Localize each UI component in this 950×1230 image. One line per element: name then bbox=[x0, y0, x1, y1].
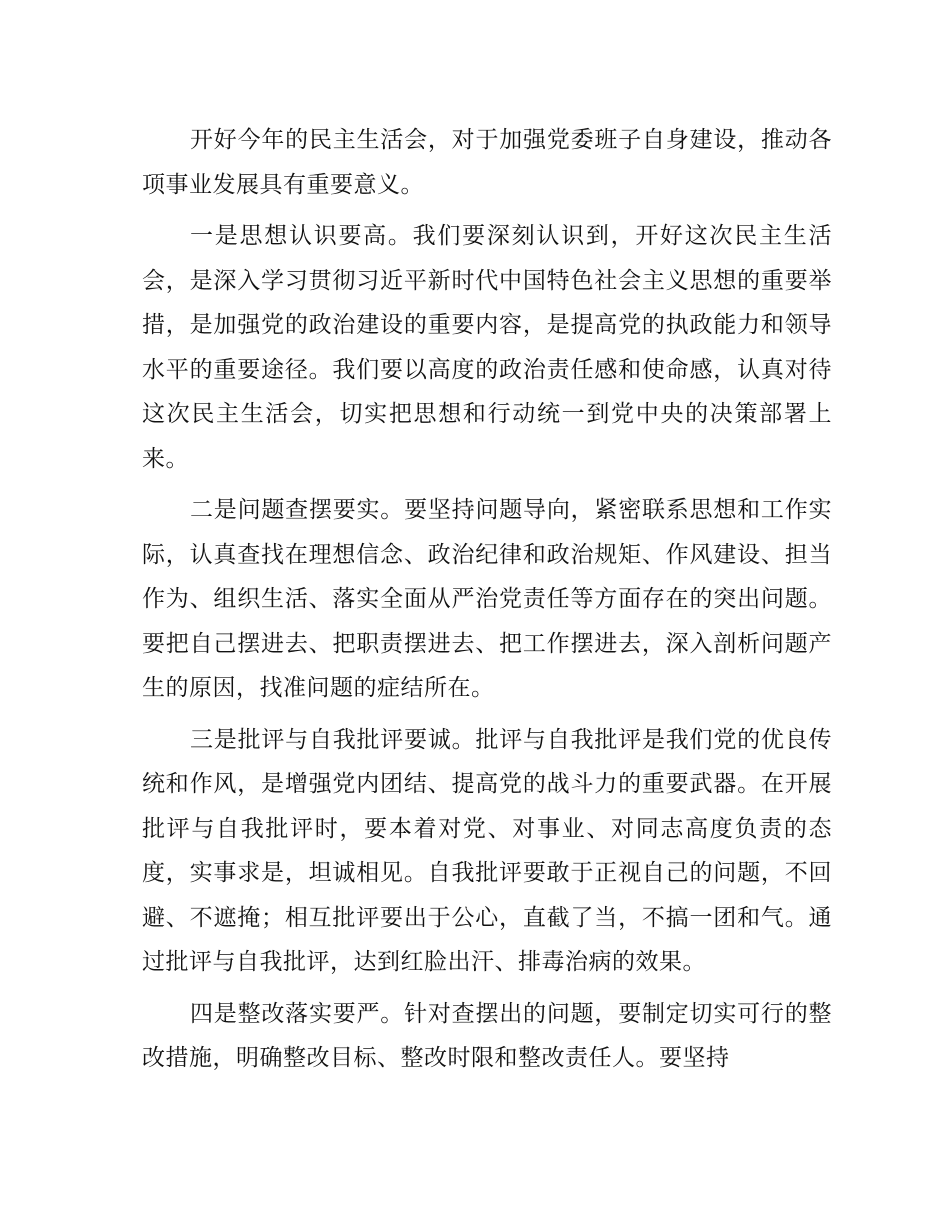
paragraph-point-2: 二是问题查摆要实。要坚持问题导向，紧密联系思想和工作实际，认真查找在理想信念、政治纪律和政治规矩、作风建设、担当作为、组织生活、落实全面从严治党责任等方面存在的突出问题。要把自己摆进去、把职责摆进去、把工作摆进去，深入剖析问题产生的原因，找准问题的症结所在。 bbox=[142, 497, 832, 701]
paragraph-intro: 开好今年的民主生活会，对于加强党委班子自身建设，推动各项事业发展具有重要意义。 bbox=[142, 127, 832, 198]
document-body bbox=[142, 118, 832, 1081]
paragraph-point-3: 三是批评与自我批评要诚。批评与自我批评是我们党的优良传统和作风，是增强党内团结、提高党的战斗力的重要武器。在开展批评与自我批评时，要本着对党、对事业、对同志高度负责的态度，实事求是，坦诚相见。自我批评要敢于正视自己的问题，不回避、不遮掩；相互批评要出于公心，直截了当，不搞一团和气。通过批评与自我批评，达到红脸出汗、排毒治病的效果。 bbox=[142, 726, 832, 975]
paragraph-point-4: 四是整改落实要严。针对查摆出的问题，要制定切实可行的整改措施，明确整改目标、整改时限和整改责任人。要坚持 bbox=[142, 1000, 832, 1071]
paragraph-point-1: 一是思想认识要高。我们要深刻认识到，开好这次民主生活会，是深入学习贯彻习近平新时代中国特色社会主义思想的重要举措，是加强党的政治建设的重要内容，是提高党的执政能力和领导水平的重要途径。我们要以高度的政治责任感和使命感，认真对待这次民主生活会，切实把思想和行动统一到党中央的决策部署上来。 bbox=[142, 223, 832, 472]
